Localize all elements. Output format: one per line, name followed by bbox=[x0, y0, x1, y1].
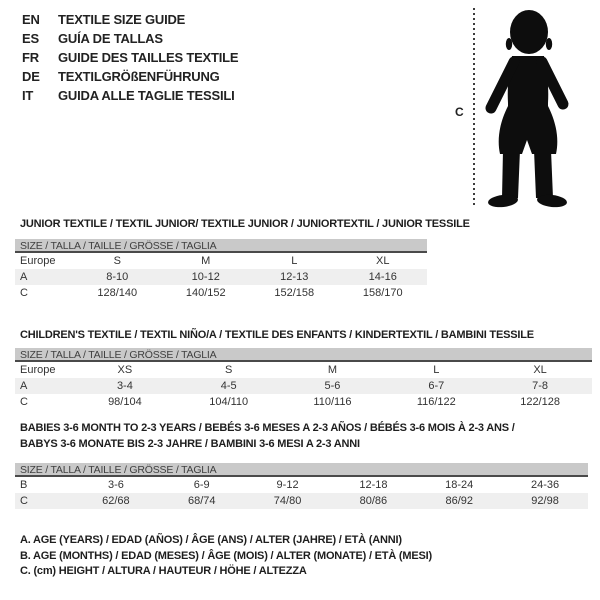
size-cell: S bbox=[225, 364, 233, 376]
language-row-de bbox=[22, 67, 238, 86]
language-label: TEXTILE SIZE GUIDE bbox=[58, 12, 186, 27]
size-cell: 6-7 bbox=[428, 380, 445, 392]
junior-section-title: JUNIOR TEXTILE / TEXTIL JUNIOR/ TEXTILE JUNIOR / JUNIORTEXTIL / JUNIOR TESSILE bbox=[20, 218, 470, 230]
language-label: GUIDA ALLE TAGLIE TESSILI bbox=[58, 88, 235, 103]
language-code: DE bbox=[22, 69, 40, 84]
table-row bbox=[15, 362, 592, 378]
size-cell: 4-5 bbox=[220, 380, 237, 392]
row-label: A bbox=[20, 271, 28, 283]
row-label: C bbox=[20, 495, 28, 507]
legend-line-a: A. AGE (YEARS) / EDAD (AÑOS) / ÂGE (ANS) / ALTER (JAHRE) / ETÀ (ANNI) bbox=[20, 534, 402, 546]
size-cell: 18-24 bbox=[445, 479, 474, 491]
row-label: C bbox=[20, 396, 28, 408]
size-cell: XL bbox=[376, 255, 390, 267]
size-cell: 3-6 bbox=[107, 479, 124, 491]
legend-line-c: C. (cm) HEIGHT / ALTURA / HAUTEUR / HÖHE / ALTEZZA bbox=[20, 565, 307, 577]
measure-c-label: C bbox=[455, 105, 464, 119]
language-label: GUIDE DES TAILLES TEXTILE bbox=[58, 50, 239, 65]
language-list bbox=[22, 10, 238, 105]
size-cell: 14-16 bbox=[368, 271, 397, 283]
size-cell: 24-36 bbox=[530, 479, 560, 491]
size-cell: 122/128 bbox=[520, 396, 560, 408]
row-label: A bbox=[20, 380, 28, 392]
size-cell: 128/140 bbox=[97, 287, 138, 299]
table-row bbox=[15, 285, 427, 301]
language-code: ES bbox=[22, 31, 39, 46]
size-cell: 86/92 bbox=[445, 495, 473, 507]
size-cell: 7-8 bbox=[532, 380, 549, 392]
language-row-en bbox=[22, 10, 238, 29]
babies-size-table bbox=[15, 463, 588, 509]
table-row bbox=[15, 269, 427, 285]
size-cell: M bbox=[327, 364, 338, 376]
size-cell: 116/122 bbox=[416, 396, 456, 408]
legend-line-b: B. AGE (MONTHS) / EDAD (MESES) / ÂGE (MOIS) / ALTER (MONATE) / ETÀ (MESI) bbox=[20, 549, 432, 562]
table-row bbox=[15, 253, 427, 269]
children-size-table bbox=[15, 348, 592, 410]
size-cell: 92/98 bbox=[531, 495, 559, 507]
size-cell: 6-9 bbox=[193, 479, 210, 491]
size-cell: 158/170 bbox=[362, 287, 403, 299]
language-row-fr bbox=[22, 48, 238, 67]
language-row-it bbox=[22, 86, 238, 105]
language-label: TEXTILGRÖßENFÜHRUNG bbox=[58, 69, 220, 84]
language-code: IT bbox=[22, 88, 34, 103]
height-measure-dotted-line bbox=[473, 8, 475, 208]
row-label: Europe bbox=[20, 364, 56, 376]
size-cell: 5-6 bbox=[324, 380, 341, 392]
row-label: C bbox=[20, 287, 28, 299]
size-table-header: SIZE / TALLA / TAILLE / GRÖSSE / TAGLIA bbox=[15, 463, 588, 477]
language-label: GUÍA DE TALLAS bbox=[58, 31, 163, 46]
language-code: FR bbox=[22, 50, 39, 65]
size-cell: 3-4 bbox=[116, 380, 133, 392]
size-cell: 62/68 bbox=[102, 495, 130, 507]
size-cell: L bbox=[291, 255, 298, 267]
size-cell: 74/80 bbox=[273, 495, 302, 507]
size-cell: 10-12 bbox=[191, 271, 220, 283]
size-table-body bbox=[15, 362, 592, 410]
table-row bbox=[15, 477, 588, 493]
language-row-es bbox=[22, 29, 238, 48]
size-cell: M bbox=[201, 255, 211, 267]
size-cell: 12-13 bbox=[280, 271, 309, 283]
size-cell: L bbox=[433, 364, 440, 376]
size-cell: 110/116 bbox=[313, 396, 352, 408]
size-cell: 68/74 bbox=[187, 495, 216, 507]
babies-section-title: BABIES 3-6 MONTH TO 2-3 YEARS / BEBÉS 3-6 MESES A 2-3 AÑOS / BÉBÉS 3-6 MOIS À 2-3 ANS / BABYS 3-6 MONATE BIS 2-3 JAHRE / BAMBINI 3-6 MESI A 2-3 ANNI bbox=[20, 422, 515, 450]
size-table-body bbox=[15, 477, 588, 509]
row-label: B bbox=[20, 479, 28, 491]
table-row bbox=[15, 493, 588, 509]
size-table-body bbox=[15, 253, 427, 301]
language-code: EN bbox=[22, 12, 40, 27]
size-cell: 152/158 bbox=[274, 287, 315, 299]
measurement-legend bbox=[20, 533, 432, 580]
size-cell: 140/152 bbox=[185, 287, 226, 299]
table-row bbox=[15, 394, 592, 410]
row-label: Europe bbox=[20, 255, 56, 267]
size-cell: 9-12 bbox=[276, 479, 299, 491]
junior-size-table bbox=[15, 239, 427, 301]
size-cell: 104/110 bbox=[209, 396, 249, 408]
table-row bbox=[15, 378, 592, 394]
size-cell: 98/104 bbox=[108, 396, 142, 408]
size-cell: 80/86 bbox=[359, 495, 388, 507]
children-section-title: CHILDREN'S TEXTILE / TEXTIL NIÑO/A / TEXTILE DES ENFANTS / KINDERTEXTIL / BAMBINI TESSILE bbox=[20, 329, 534, 341]
size-table-header: SIZE / TALLA / TAILLE / GRÖSSE / TAGLIA bbox=[15, 239, 427, 253]
size-table-header: SIZE / TALLA / TAILLE / GRÖSSE / TAGLIA bbox=[15, 348, 592, 362]
size-cell: S bbox=[113, 255, 121, 267]
size-cell: XL bbox=[533, 364, 547, 376]
size-cell: 8-10 bbox=[106, 271, 129, 283]
baby-silhouette-icon bbox=[478, 8, 574, 208]
size-cell: XS bbox=[117, 364, 133, 376]
size-cell: 12-18 bbox=[359, 479, 388, 491]
